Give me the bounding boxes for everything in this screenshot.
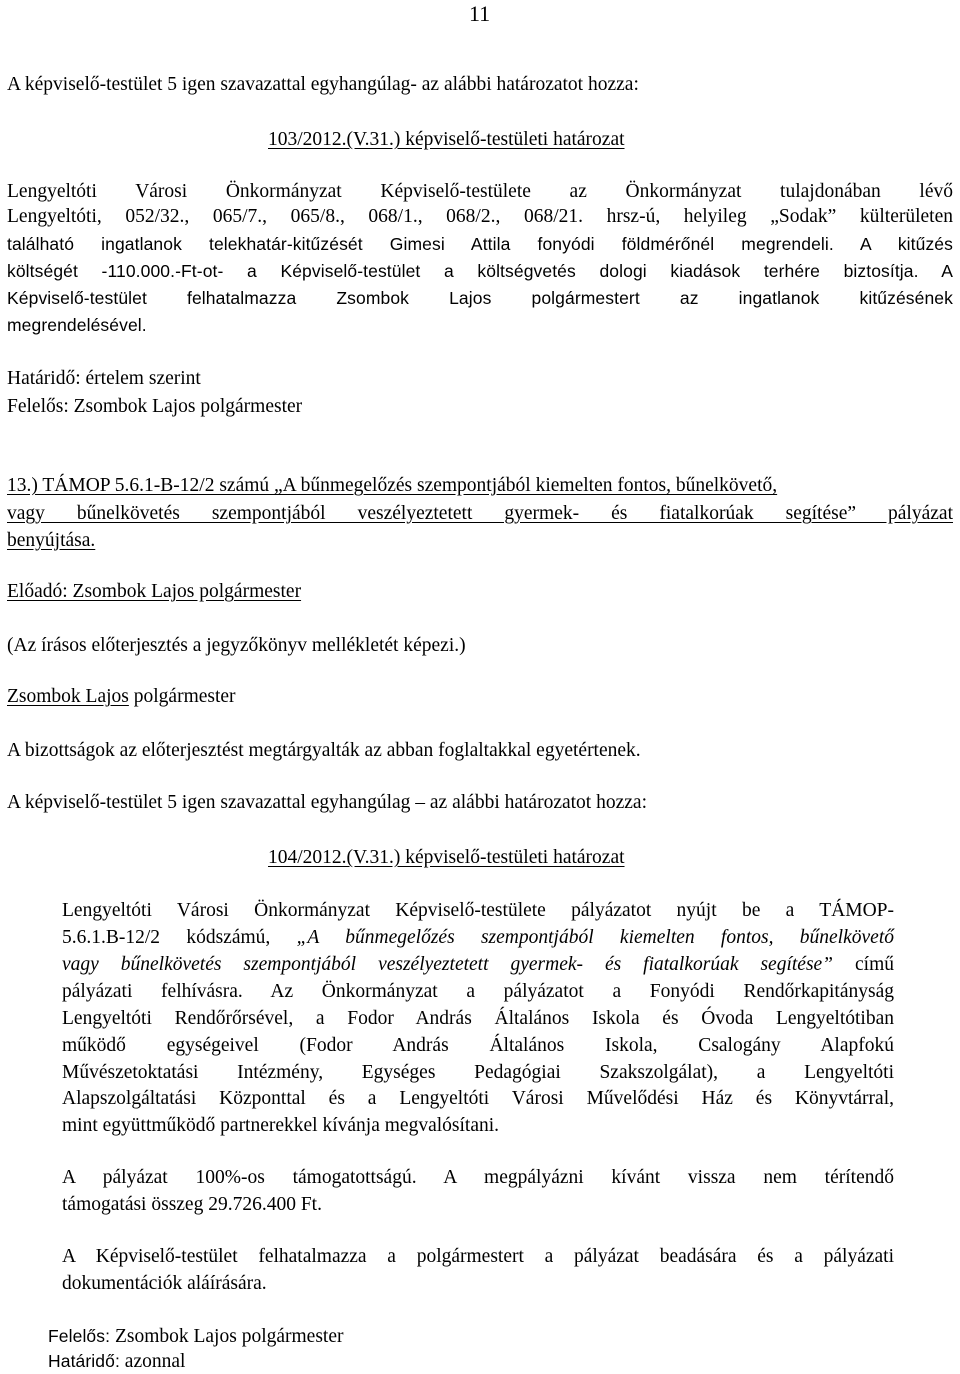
presenter: Előadó: Zsombok Lajos polgármester [7,581,302,602]
speaker-name: Zsombok Lajos [7,686,129,707]
resolution-title-104: 104/2012.(V.31.) képviselő-testületi határozat [268,847,625,868]
deadline-103: Határidő: értelem szerint [7,368,201,389]
resolution-104-line: mint együttműködő partnerekkel kívánja megvalósítani. [62,1115,500,1136]
authorization-line: dokumentációk aláírására. [62,1273,267,1294]
call-title-part: „A bűnmegelőzés szempontjából kiemelten fontos, bűnelkövető [296,927,894,948]
resolution-104-code: 5.6.1.B-12/2 kódszámú, [62,927,297,948]
vote-intro-1: A képviselő-testület 5 igen szavazattal egyhangúlag- az alábbi határozatot hozza: [7,74,639,95]
responsible-value: Zsombok Lajos polgármester [110,1326,344,1347]
agenda-item-title-line: benyújtása. [7,530,96,551]
speaker [7,685,236,709]
agenda-item-title-line: vagy bűnelkövetés szempontjából veszélyeztetett gyermek- és fiatalkorúak segítése” pályázat [7,503,953,524]
resolution-104-line: Alapszolgáltatási Központtal és a Lengyeltóti Városi Művelődési Ház és Könyvtárral, [62,1088,894,1109]
attachment-note: (Az írásos előterjesztés a jegyzőkönyv mellékletét képezi.) [7,635,466,656]
resolution-104-line: Lengyeltóti Rendőrőrsével, a Fodor András Általános Iskola és Óvoda Lengyeltótiban [62,1008,894,1029]
agenda-item-title-line: 13.) TÁMOP 5.6.1-B-12/2 számú „A bűnmegelőzés szempontjából kiemelten fontos, bűnelkövető, [7,475,778,496]
resolution-103-body-line: található ingatlanok telekhatár-kitűzését Gimesi Attila fonyódi földmérőnél megrendeli. A kitűzés [7,234,953,254]
responsible-label: Felelős: [48,1326,111,1346]
resolution-104-line [62,953,894,977]
resolution-104-line: Lengyeltóti Városi Önkormányzat Képviselő-testülete pályázatot nyújt be a TÁMOP- [62,900,894,921]
resolution-title-103: 103/2012.(V.31.) képviselő-testületi határozat [268,129,625,150]
resolution-103-body-line: Lengyeltóti Városi Önkormányzat Képviselő-testülete az Önkormányzat tulajdonában lévő [7,181,953,202]
resolution-104-line [62,926,894,950]
resolution-103-body-line: költségét -110.000.-Ft-ot- a Képviselő-testület a költségvetés dologi kiadások terhére biztosítja. A [7,261,953,281]
page-number: 11 [469,1,491,26]
deadline-104 [48,1349,185,1374]
deadline-label: Határidő: [48,1351,120,1371]
funding-line: A pályázat 100%-os támogatottságú. A megpályázni kívánt vissza nem térítendő [62,1167,894,1188]
resolution-103-body-line: megrendelésével. [7,315,147,335]
resolution-104-line: pályázati felhívásra. Az Önkormányzat a pályázatot a Fonyódi Rendőrkapitányság [62,981,894,1002]
resolution-103-body-line: Képviselő-testület felhatalmazza Zsombok Lajos polgármestert az ingatlanok kitűzésének [7,288,953,308]
responsible-103: Felelős: Zsombok Lajos polgármester [7,396,303,417]
vote-intro-2: A képviselő-testület 5 igen szavazattal egyhangúlag – az alábbi határozatot hozza: [7,792,647,813]
funding-line: támogatási összeg 29.726.400 Ft. [62,1194,322,1215]
call-title-part: vagy bűnelkövetés szempontjából veszélyeztetett gyermek- és fiatalkorúak segítése” [62,954,834,975]
deadline-value: azonnal [119,1351,186,1372]
call-title-suffix: című [833,954,894,975]
resolution-104-line: működő egységeivel (Fodor András Általános Iskola, Csalogány Alapfokú [62,1035,894,1056]
speaker-role: polgármester [133,686,236,707]
responsible-104 [48,1324,344,1349]
authorization-line: A Képviselő-testület felhatalmazza a polgármestert a pályázat beadására és a pályázati [62,1246,894,1267]
resolution-104-line: Művészetoktatási Intézmény, Egységes Pedagógiai Szakszolgálat), a Lengyeltóti [62,1062,894,1083]
committees-statement: A bizottságok az előterjesztést megtárgyalták az abban foglaltakkal egyetértenek. [7,740,641,761]
resolution-103-body-line: Lengyeltóti, 052/32., 065/7., 065/8., 068/1., 068/2., 068/21. hrsz-ú, helyileg „Sodak” külterületen [7,206,953,227]
